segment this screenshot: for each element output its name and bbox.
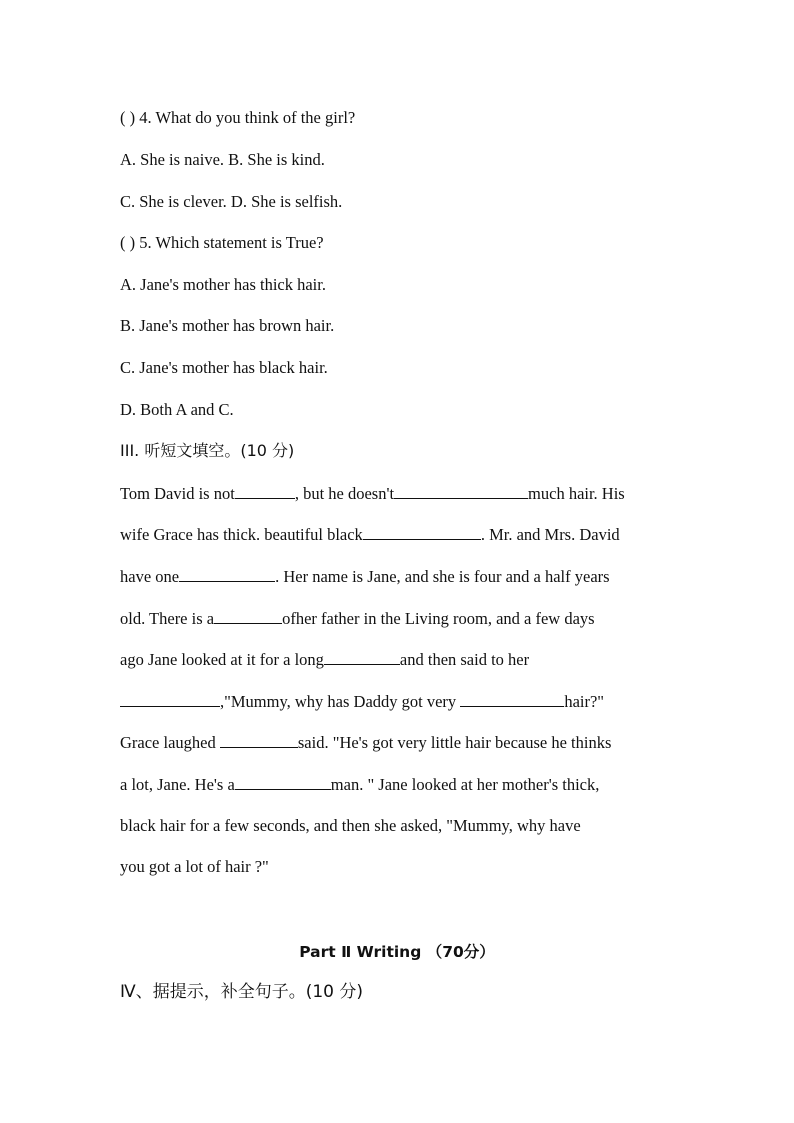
passage-line-5 [120, 649, 529, 670]
passage-text: wife Grace has thick. beautiful black [120, 525, 363, 544]
passage-text: and then said to her [399, 650, 530, 669]
fill-blank-8[interactable] [460, 691, 564, 707]
passage-text: Tom David is not [120, 484, 235, 503]
fill-blank-6[interactable] [324, 649, 400, 665]
fill-blank-10[interactable] [235, 774, 331, 790]
mc-q4-options-cd: C. She is clever. D. She is selfish. [120, 192, 343, 211]
fill-blank-3[interactable] [363, 524, 481, 540]
passage-text: , but he doesn't [294, 484, 395, 503]
passage-text: ago Jane looked at it for a long [120, 650, 324, 669]
passage-text: old. There is a [120, 609, 215, 628]
passage-line-3 [120, 566, 610, 587]
passage-text: ofher father in the Living room, and a few days [282, 609, 595, 628]
mc-q5-option-d: D. Both A and C. [120, 400, 234, 419]
passage-text: have one [120, 567, 180, 586]
mc-q5-option-b: B. Jane's mother has brown hair. [120, 316, 335, 335]
passage-text: . Her name is Jane, and she is four and a half years [275, 567, 610, 586]
passage-line-4 [120, 608, 595, 629]
passage-text: much hair. His [528, 484, 625, 503]
passage-line-9: black hair for a few seconds, and then she asked, "Mummy, why have [120, 816, 581, 835]
mc-q4: ( ) 4. What do you think of the girl? [120, 108, 356, 127]
passage-line-1 [120, 483, 625, 504]
passage-text: . Mr. and Mrs. David [480, 525, 620, 544]
fill-blank-5[interactable] [214, 608, 282, 624]
passage-text: hair?" [564, 692, 605, 711]
section4-heading: Ⅳ、据提示，补全句子。(10 分) [120, 982, 363, 1002]
passage-text: said. "He's got very little hair because he thinks [297, 733, 612, 752]
passage-line-7 [120, 732, 611, 753]
fill-blank-9[interactable] [220, 732, 298, 748]
passage-text: Grace laughed [120, 733, 216, 752]
mc-q5-option-c: C. Jane's mother has black hair. [120, 358, 328, 377]
fill-blank-4[interactable] [179, 566, 275, 582]
fill-blank-1[interactable] [235, 483, 295, 499]
fill-blank-7[interactable] [120, 691, 220, 707]
passage-line-6 [120, 691, 604, 712]
mc-q5: ( ) 5. Which statement is True? [120, 233, 324, 252]
passage-text: ,"Mummy, why has Daddy got very [220, 692, 457, 711]
mc-q4-options-ab: A. She is naive. B. She is kind. [120, 150, 325, 169]
mc-q5-option-a: A. Jane's mother has thick hair. [120, 275, 326, 294]
part2-title: Part Ⅱ Writing （70分） [299, 943, 495, 961]
passage-line-8 [120, 774, 599, 795]
passage-line-10: you got a lot of hair ?" [120, 857, 269, 876]
passage-text: a lot, Jane. He's a [120, 775, 235, 794]
passage-text: man. " Jane looked at her mother's thick, [330, 775, 600, 794]
section3-heading: III. 听短文填空。(10 分) [120, 441, 295, 460]
passage-line-2 [120, 524, 620, 545]
fill-blank-2[interactable] [394, 483, 528, 499]
